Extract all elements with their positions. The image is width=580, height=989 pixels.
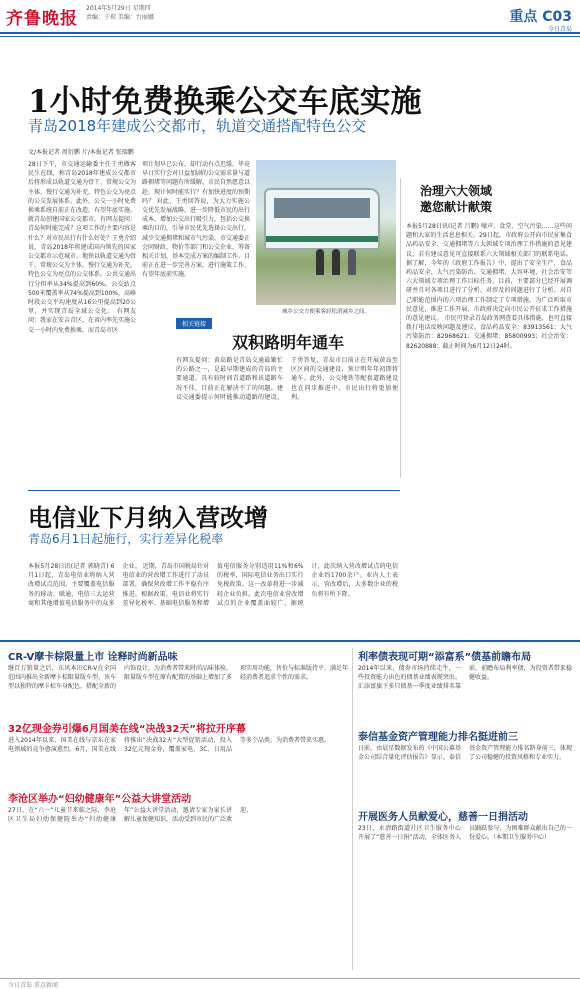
sub-section-label: 今日青岛 — [547, 26, 572, 33]
rate-body: 2014年以来，债券市场持续走牛，一些投资能力出色的债基业绩表现突出。汇添富旗下多只债基一季度业绩排名靠前，前瞻布局利率债，为投资者带来稳健收益。 — [358, 665, 572, 691]
lead-byline: 文/本报记者 周衍鹏 片/本报记者 张瑞鹏 — [28, 149, 134, 156]
telecom-body: 本报5月28日讯(记者 郭晓青) 6月1日起，青岛电信业将纳入营改增试点范围。主要覆盖电信服务的移动、联通、电信三大运营商和其他增值电信服务中的众多企业。 近期，青岛市国税局针对电信业的营改增工作进行了动员部署，确保营改增工作平稳有序推进。根据政策，电信业将实行差异化税率。基础电信服务和增值电信服务分别适用11%和6%的税率，国际电信业务出口实行免税政策。这一改革将进一步减轻企业负担。此次电信业营改增试点的企业覆盖面较广，据统计，此次纳入营改增试点的电信企业约1700余户。业内人士表示，营改增后，大多数企业的税负将有所下降。 — [28, 563, 398, 607]
divider — [28, 490, 400, 491]
issue-date — [86, 4, 154, 22]
lead-body-col1: 28日下午，市交通运输委主任王勇做客民生在线，称青岛2018年建成公交都市后将形成以轨道交通为骨干、常规公交为主体、慢行交通为补充，特色公交为亮点的公交发展体系。此外，公交一小时免费换乘系统自前正在改造，有望年底实施。 就青岛创建国家公交都市，有网友提问：青岛何时能完成？这项工作的主要内容是什么？对市民出行有什么好处？王勇介绍说，青岛2018年将建成国内领先的国家公交都市示范城市，地铁以轨道交通为骨干，常规公交为主体，慢行交通为补充，特色公交为亮点的公交体系。公共交通出行分担率从34%提高到60%。公交站点500米覆盖率从74%提高到100%，高峰时段公交平均速度从16公里提高到20公里，并实现青岛全域公交化。 有网友问：我家在安吉青区，在省内率先实施公交一小时内免费换乘，而青岛市区 — [28, 161, 136, 334]
lead-subhead: 青岛2018年建成公交都市，轨道交通搭配特色公交 — [28, 117, 367, 135]
health-title: 李沧区举办“妇幼健康年”公益大讲堂活动 — [8, 794, 192, 805]
telecom-subhead: 青岛6月1日起施行，实行差异化税率 — [28, 532, 224, 546]
lead-body-col2: 项计划早已公布，却行动有点迟缓，毕竟早日实行会对日益加剧的公交需求量与道路拥堵等问题有所缓解，市民自然愿意以赴，现计何时能实行？有加快进度的预期吗？ 对此，王勇回答说，为大力实施公交优先发展战略，进一步降低市民的出行成本，增加公交出行吸引力，包括公交换乘的目的，引导市民优先选择公交出行，减少交通拥堵和城市气污染，市交通委正会同财政、物价等部门和公交企业，筹备相关计划，基本完成方案的编制工作。目前正在进一步完善方案，进行施策工作，有望年底前实施。 — [142, 161, 250, 279]
medical-body: 23日，永清路街道社区卫生服务中心开展了“慈善一日捐”活动，全体医务人员踊跃参与，为困难群众献出自己的一份爱心。（本期卫生服务中心） — [358, 825, 572, 842]
newspaper-logo: 齐鲁晚报 — [6, 9, 78, 29]
related-body: 有网友提问：黄岛路是青岛交通最繁忙的公路之一，是最早期建成的青岛的主要通道。具有较时间青道路和该道路车况不佳，目前正在解决不了的问题。建议交通委提示何时能推动道路的建设。王勇答复，青岛市目前正在开展黄岛至区区间的交通建设，预计明年年初即将通车。此外，公交地铁等配套道路建设也在同步推进中，市民出行将更加便利。 — [176, 357, 398, 401]
coupon-title: 32亿现金券引爆6月国美在线“决战32天”将拉开序幕 — [8, 724, 246, 735]
telecom-headline: 电信业下月纳入营改增 — [28, 503, 268, 532]
date-text: 2014年5月29日 星期四 — [86, 5, 151, 12]
column-divider — [352, 648, 353, 970]
bus-photo — [256, 160, 396, 305]
right-title-2: 邀您献计献策 — [420, 200, 493, 214]
cr-title: CR-V摩卡棕限量上市 诠释时尚新品味 — [8, 652, 178, 663]
passenger-figure — [332, 249, 340, 275]
cr-body: 继百万销量之后，东风本田CR-V在全国范围内推出全新摩卡棕限量版车型。该车型以独特的摩卡棕车身配色，搭配全新的内饰设计，为消费者带来时尚品味体验。限量版车型在原有配置的基础上增加了多项实用功能，售价与标准版持平，满足年轻消费者追求个性的需求。 — [8, 665, 348, 691]
health-body: 27日，在“六一”儿童节来临之际，李沧区卫生局妇幼保健院举办“妇幼健康年”公益大讲堂活动，邀请专家为家长讲解儿童保健知识，活动受到市民的广泛欢迎。 — [8, 807, 253, 824]
medical-title: 开展医务人员献爱心，慈善一日捐活动 — [358, 812, 528, 823]
coupon-body: 进入2014年以来，国美在线与京东在家电领域的竞争愈演愈烈。6月，国美在线将推出“决战32天”大型促销活动，投入32亿元现金券，覆盖家电、3C、日用品等多个品类，为消费者带来实惠。 — [8, 737, 331, 754]
rate-title: 利率债表现可期“添富系”债基前瞻布局 — [358, 652, 532, 663]
bus-image — [264, 188, 380, 250]
footer — [0, 978, 580, 989]
related-tag: 相关链接 — [176, 318, 212, 329]
right-body: 本报5月28日讯(记者 吕鹏) 噪声、食堂、空气污染……这些问题和大家的生活息息相关。29日起，市政府公开向市民征集食品药品安全、交通拥堵等六大领域专项治理工作措施的意见建议，若有建议意见可直接联系六大领域相关部门的联系电话。 据了解，今年的《政府工作报告》中，提出了安全生产、食品药品安全、大气污染防治、交通拥堵、大容环境、社会治安等六大领域专项治理工作目标任务。目前，主要部分已经开展调研并且对各项目进行了分析、对涉及的问题进行了分析。对自己职能范围内的六项治理工作制定了专项措施。为广泛听取市民意见，推进工作开展，市政府决定向市民公开征求工作措施的意见建议。 市民可登录青岛政务网查看具体措施，也可直接拨打电话反映问题及建议。食品药品安全：83913561；大气污染防治：82968621；交通拥堵：85800993；社会治安：82620888；截止时间为6月12日24时。 — [406, 223, 572, 350]
editor-text: 责编：于琼 美编：台丽娜 — [86, 14, 154, 21]
photo-caption: 城乡公交方便乘客轻松消减乡之间。 — [281, 309, 370, 315]
footer-text: 今日青岛 重点新闻 — [8, 982, 58, 989]
section-label: 重点 C03 — [509, 9, 572, 25]
lead-headline: 1小时免费换乘公交车底实施 — [28, 84, 422, 120]
passenger-figure — [316, 249, 324, 275]
divider — [0, 36, 580, 37]
taikang-title: 泰信基金资产管理能力排名挺进前三 — [358, 732, 518, 743]
passenger-figure — [348, 249, 356, 275]
column-divider — [400, 178, 401, 478]
related-title: 双积路明年通车 — [232, 333, 345, 352]
masthead — [0, 0, 580, 34]
taikang-body: 日前，由晨星数据发布的《中国公募基金公司综合量化评估报告》显示，泰信基金资产管理能力排名跻身前三，体现了公司稳健的投资风格和专业实力。 — [358, 745, 572, 762]
right-title-1: 治理六大领域 — [420, 184, 493, 198]
section-divider — [0, 640, 580, 642]
